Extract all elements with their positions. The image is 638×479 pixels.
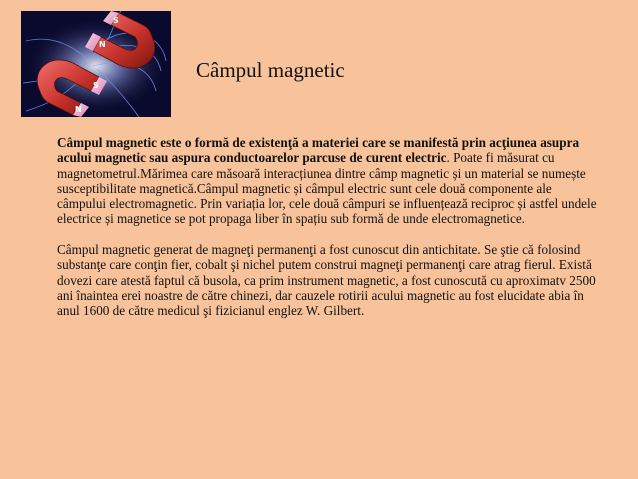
magnet-pole-label: S — [93, 81, 99, 90]
definition-bold-text: Câmpul magnetic este o formă de existenţă a materiei care se manifestă prin acţiunea asupra acului magnetic sau aspura conductoarelor parcuse de curent electric — [57, 135, 580, 166]
slide-body — [57, 135, 597, 319]
paragraph-history: Câmpul magnetic generat de magneţi permanenţi a fost cunoscut din antichitate. Se ştie că folosind substanţe care conţin fier, cobalt şi nichel putem construi magneţi permanenţi care atrag fierul. Există dovezi care atestă faptul că busola, ca prim instrument magnetic, a fost cunoscută cu aproximatv 2500 ani înaintea erei noastre de către chinezi, dar cauzele rotirii acului magnetic au fost elucidate abia în anul 1600 de către medicul şi fizicianul englez W. Gilbert. — [57, 242, 596, 319]
definition-regular-text: . Poate fi măsurat cu magnetometrul.Mărimea care măsoară interacțiunea dintre câmp magnetic și un material se numește susceptibilitate magnetică.Câmpul magnetic și câmpul electric sunt cele două componente ale câmpului electromagnetic. Prin variația lor, cele două câmpuri se influențează reciproc și astfel undele electrice și magnetice se pot propaga liber în spațiu sub formă de unde electromagnetice. — [57, 150, 597, 227]
magnet-illustration — [21, 11, 171, 117]
magnet-pole-label: N — [99, 40, 106, 49]
paragraph-definition — [57, 135, 597, 227]
magnet-pole-label: N — [75, 105, 82, 114]
magnet-pole-label: S — [113, 16, 119, 25]
horseshoe-magnet-icon — [21, 11, 171, 117]
slide-title: Câmpul magnetic — [196, 58, 345, 82]
